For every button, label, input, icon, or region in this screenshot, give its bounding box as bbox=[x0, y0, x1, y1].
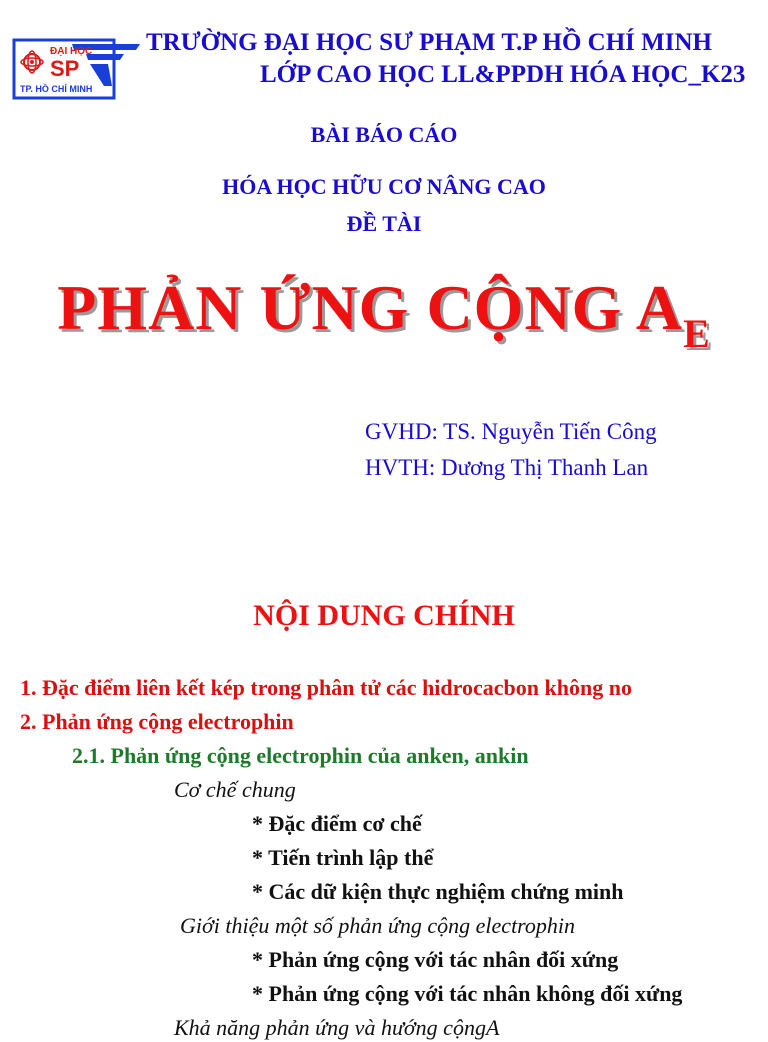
school-name: TRƯỜNG ĐẠI HỌC SƯ PHẠM T.P HỒ CHÍ MINH bbox=[146, 29, 712, 56]
main-title-subscript: E bbox=[683, 311, 711, 356]
toc-item: Giới thiệu một số phản ứng cộng electrophin bbox=[180, 913, 576, 938]
toc-item: Khả năng phản ứng và hướng cộngA bbox=[174, 1015, 500, 1040]
toc-item: 2.1. Phản ứng cộng electrophin của anken, ankin bbox=[72, 743, 529, 768]
toc-item: * Phản ứng cộng với tác nhân không đối xứng bbox=[252, 981, 683, 1006]
main-title-text: PHẢN ỨNG CỘNG A bbox=[57, 272, 684, 343]
logo-line2: SP bbox=[50, 56, 80, 81]
toc-item: * Các dữ kiện thực nghiệm chứng minh bbox=[252, 879, 624, 904]
logo-line3: TP. HỒ CHÍ MINH bbox=[20, 84, 93, 94]
logo-line1: ĐẠI HỌC bbox=[50, 46, 93, 57]
toc-item: * Tiến trình lập thể bbox=[252, 845, 434, 870]
report-label: BÀI BÁO CÁO bbox=[310, 122, 458, 147]
toc-item: 2. Phản ứng cộng electrophin bbox=[20, 709, 294, 734]
toc-item: 1. Đặc điểm liên kết kép trong phân tử các hidrocacbon không no bbox=[20, 675, 632, 700]
student: HVTH: Dương Thị Thanh Lan bbox=[365, 455, 649, 480]
toc-item: * Đặc điểm cơ chế bbox=[252, 811, 422, 836]
class-name: LỚP CAO HỌC LL&PPDH HÓA HỌC_K23 bbox=[260, 61, 746, 88]
subject-name: HÓA HỌC HỮU CƠ NÂNG CAO bbox=[222, 174, 546, 199]
supervisor: GVHD: TS. Nguyễn Tiến Công bbox=[365, 419, 657, 444]
toc-item: * Phản ứng cộng với tác nhân đối xứng bbox=[252, 947, 619, 972]
toc-item: Cơ chế chung bbox=[174, 777, 296, 802]
topic-label: ĐỀ TÀI bbox=[346, 211, 422, 236]
toc-heading: NỘI DUNG CHÍNH bbox=[253, 599, 515, 632]
university-logo bbox=[12, 38, 144, 102]
main-title bbox=[0, 268, 768, 356]
